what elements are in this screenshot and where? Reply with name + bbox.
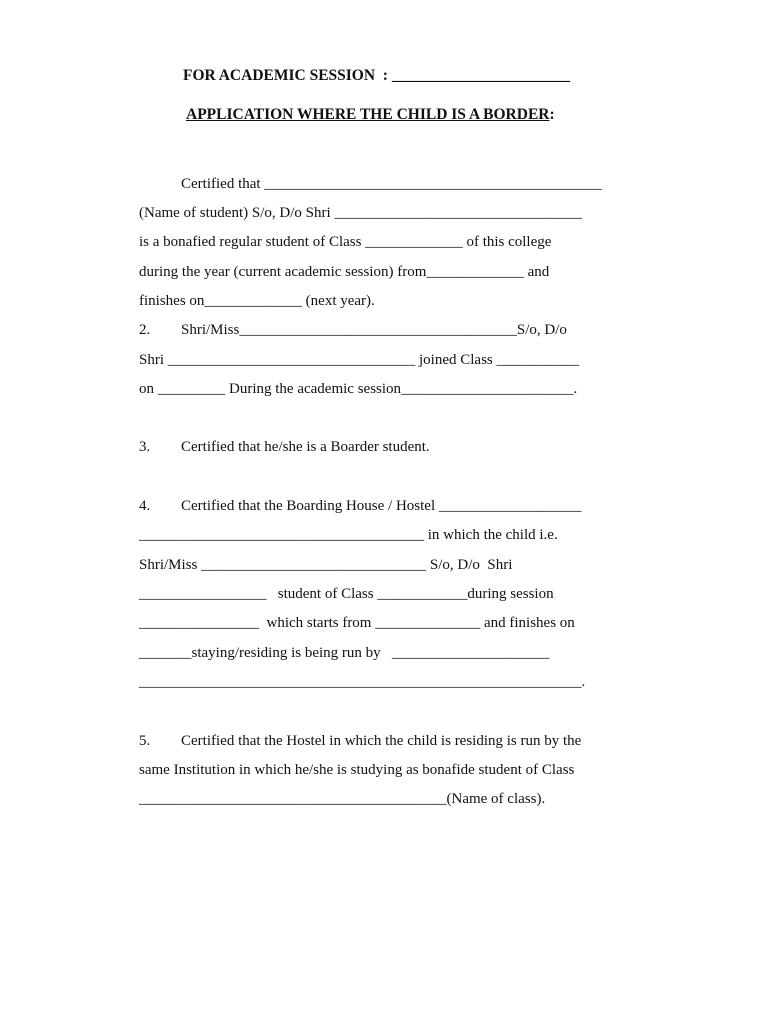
para2-number: 2. <box>139 322 151 338</box>
para4-line5: ________________ which starts from ______________ and finishes on <box>139 615 575 631</box>
academic-session-line: FOR ACADEMIC SESSION : _______________________ <box>183 67 571 84</box>
para5-line1: Certified that the Hostel in which the child is residing is run by the <box>181 733 582 749</box>
para1-line3: is a bonafied regular student of Class _____________ of this college <box>139 234 552 250</box>
para4-number: 4. <box>139 498 151 514</box>
para2-line3: on _________ During the academic session_______________________. <box>139 381 578 397</box>
para4-line2: ______________________________________ in which the child i.e. <box>139 527 558 543</box>
form-title <box>186 106 555 124</box>
para2-line2: Shri _________________________________ joined Class ___________ <box>139 352 580 368</box>
para5-line2: same Institution in which he/she is studying as bonafide student of Class <box>139 762 575 778</box>
para4-line7: ___________________________________________________________. <box>139 674 586 690</box>
para4-line1: Certified that the Boarding House / Hostel ___________________ <box>181 498 582 514</box>
para1-line5: finishes on_____________ (next year). <box>139 293 375 309</box>
form-title-text: APPLICATION WHERE THE CHILD IS A BORDER <box>186 106 550 123</box>
para1-line4: during the year (current academic session) from_____________ and <box>139 264 550 280</box>
para5-line3: _________________________________________(Name of class). <box>139 791 546 807</box>
para4-line6: _______staying/residing is being run by _____________________ <box>139 645 550 661</box>
para4-line3: Shri/Miss ______________________________ S/o, D/o Shri <box>139 557 513 573</box>
para2-line1: Shri/Miss_____________________________________S/o, D/o <box>181 322 567 338</box>
para1-line1: Certified that _____________________________________________ <box>181 176 602 192</box>
para3-number: 3. <box>139 439 151 455</box>
form-title-colon: : <box>549 106 555 123</box>
para4-line4: _________________ student of Class ____________during session <box>139 586 554 602</box>
para3-line1: Certified that he/she is a Boarder student. <box>181 439 430 455</box>
para1-line2: (Name of student) S/o, D/o Shri _________________________________ <box>139 205 582 221</box>
para5-number: 5. <box>139 733 151 749</box>
